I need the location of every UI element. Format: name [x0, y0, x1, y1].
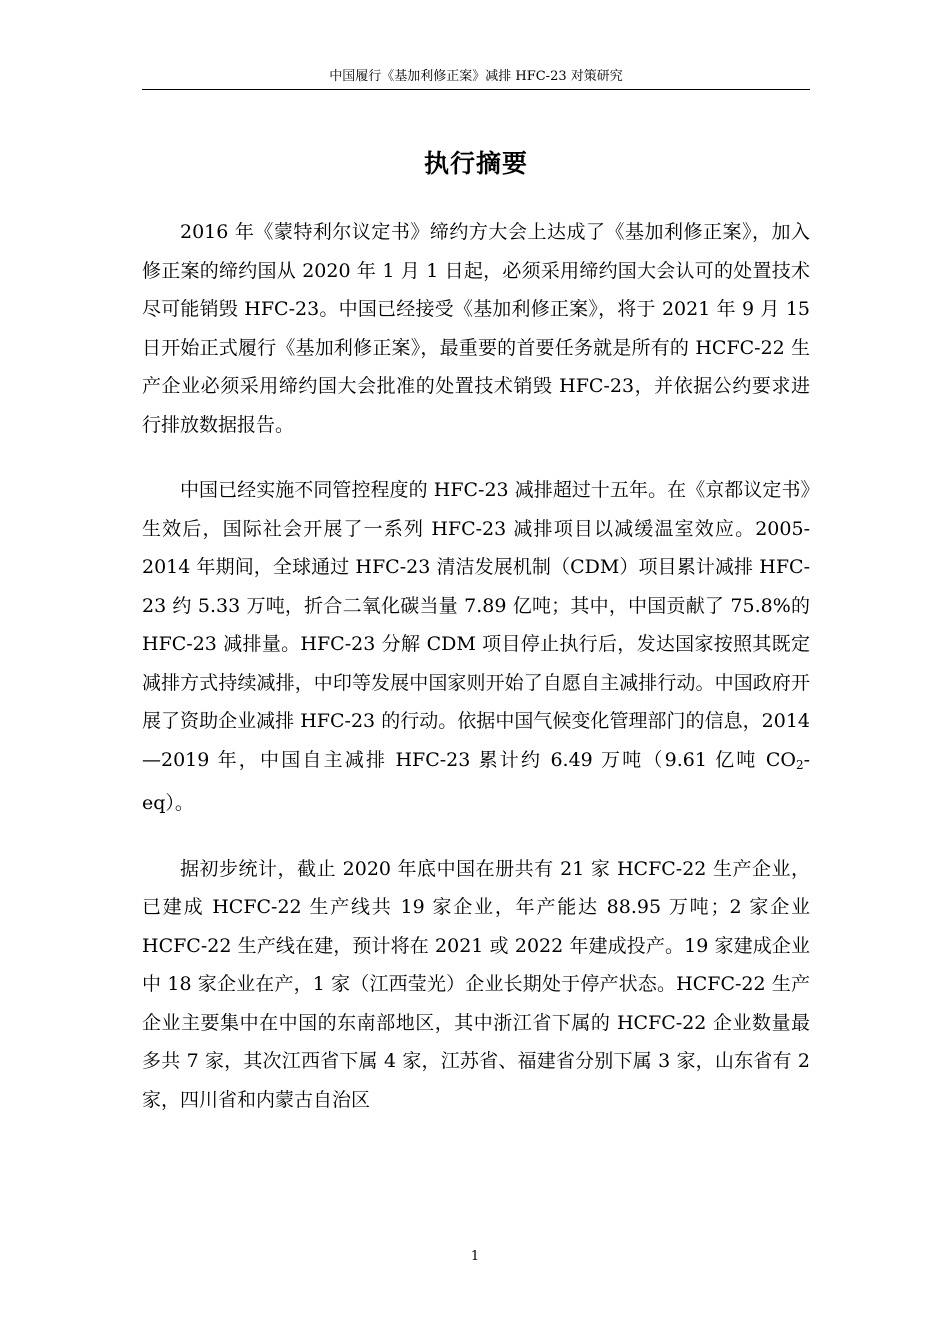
paragraph-2-text: 中国已经实施不同管控程度的 HFC-23 减排超过十五年。在《京都议定书》生效后，国际社会开展了一系列 HFC-23 减排项目以减缓温室效应。2005-2014 年期间，全球通过 HFC-23 清洁发展机制（CDM）项目累计减排 HFC-23 约 5.33 万吨，折合二氧化碳当量 7.89 亿吨；其中，中国贡献了 75.8%的 HFC-23 减排量。HFC-23 分解 CDM 项目停止执行后，发达国家按照其既定减排方式持续减排，中印等发展中国家则开始了自愿自主减排行动。中国政府开展了资助企业减排 HFC-23 的行动。依据中国气候变化管理部门的信息，2014—2019 年，中国自主减排 HFC-23 累计约 6.49 万吨（9.61 亿吨 CO — [142, 479, 810, 771]
running-header — [142, 68, 810, 90]
page-number: 1 — [470, 1249, 480, 1264]
paragraph-1: 2016 年《蒙特利尔议定书》缔约方大会上达成了《基加利修正案》，加入修正案的缔约国从 2020 年 1 月 1 日起，必须采用缔约国大会认可的处置技术尽可能销毁 HFC-23。中国已经接受《基加利修正案》，将于 2021 年 9 月 15 日开始正式履行《基加利修正案》，最重要的首要任务就是所有的 HCFC-22 生产企业必须采用缔约国大会批准的处置技术销毁 HFC-23，并依据公约要求进行排放数据报告。 — [142, 221, 810, 436]
paragraph-2-end: -eq）。 — [142, 748, 810, 814]
paragraph-2 — [142, 471, 810, 823]
paragraph-3: 据初步统计，截止 2020 年底中国在册共有 21 家 HCFC-22 生产企业，已建成 HCFC-22 生产线共 19 家企业，年产能达 88.95 万吨；2 家企业 HCFC-22 生产线在建，预计将在 2021 或 2022 年建成投产。19 家建成企业中 18 家企业在产，1 家（江西莹光）企业长期处于停产状态。HCFC-22 生产企业主要集中在中国的东南部地区，其中浙江省下属的 HCFC-22 企业数量最多共 7 家，其次江西省下属 4 家，江苏省、福建省分别下属 3 家，山东省有 2 家，四川省和内蒙古自治区 — [142, 857, 810, 1111]
page-title: 执行摘要 — [423, 149, 528, 178]
body-text — [142, 213, 810, 1146]
co2-subscript: 2 — [795, 757, 804, 772]
running-header-title: 中国履行《基加利修正案》减排 HFC-23 对策研究 — [329, 69, 623, 84]
